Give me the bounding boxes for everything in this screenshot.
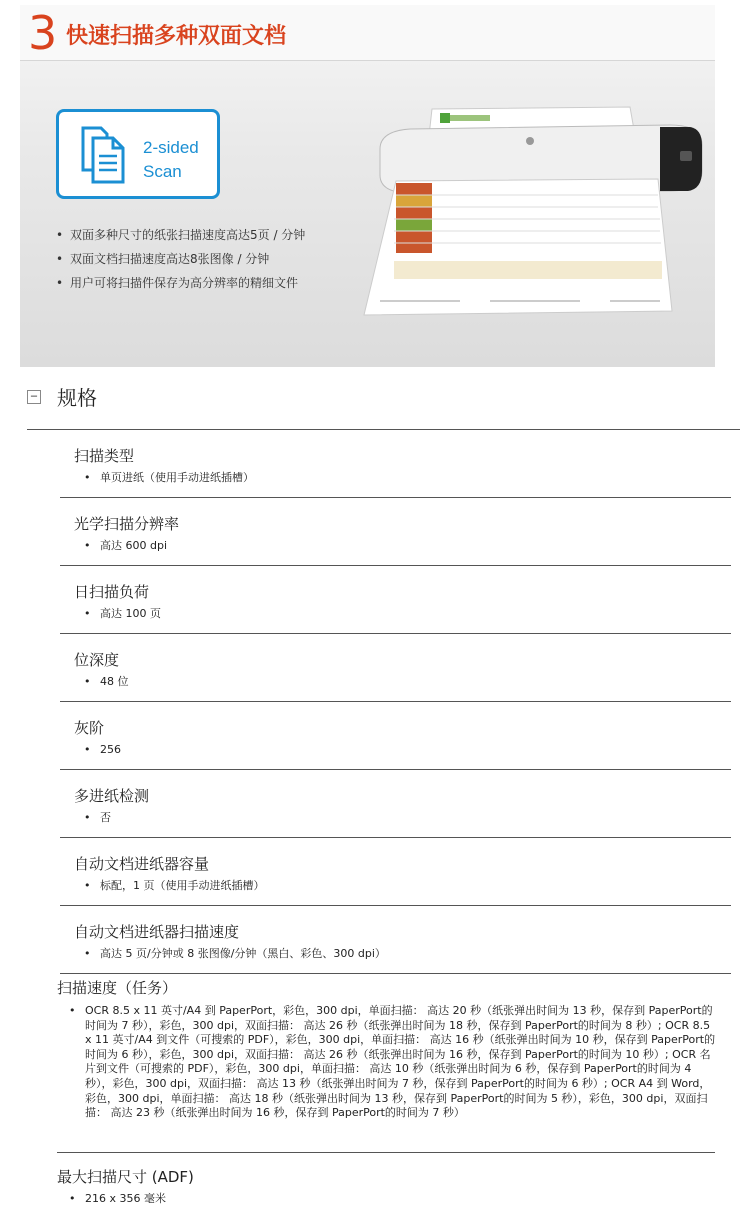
spec-row-optical-resolution bbox=[60, 498, 731, 566]
feature-banner bbox=[20, 5, 715, 367]
step-number: 3 bbox=[28, 6, 58, 60]
spec-label: 光学扫描分辨率 bbox=[74, 515, 180, 533]
spec-value: • 高达 600 dpi bbox=[84, 538, 167, 554]
spec-label: 自动文档进纸器扫描速度 bbox=[74, 923, 240, 941]
two-sided-scan-badge bbox=[56, 109, 220, 199]
document-icon bbox=[77, 124, 133, 186]
banner-title: 快速扫描多种双面文档 bbox=[66, 24, 287, 49]
spec-value: • 否 bbox=[84, 810, 111, 826]
feature-item: • 用户可将扫描件保存为高分辨率的精细文件 bbox=[56, 271, 305, 295]
spec-value: • 标配，1 页（使用手动进纸插槽） bbox=[84, 878, 265, 894]
specs-title: 规格 bbox=[57, 386, 97, 410]
spec-row-adf-speed bbox=[60, 906, 731, 974]
scanner-image bbox=[340, 101, 710, 321]
spec-value: • 216 x 356 毫米 bbox=[57, 1192, 717, 1206]
spec-row-bit-depth bbox=[60, 634, 731, 702]
spec-value: • 高达 100 页 bbox=[84, 606, 161, 622]
feature-list bbox=[56, 223, 305, 295]
spec-row-multifeed-detection bbox=[60, 770, 731, 838]
spec-value: • OCR 8.5 x 11 英寸/A4 到 PaperPort，彩色，300 dpi，单面扫描： 高达 20 秒（纸张弹出时间为 13 秒，保存到 PaperPort的时间为 7 秒），彩色，300 dpi，双面扫描： 高达 26 秒（纸张弹出时间为 18 秒，保存到 PaperPort的时间为 8 秒）; OCR 8.5 x 11 英寸/A4 到文件（可搜索的 PDF），彩色，300 dpi，单面扫描： 高达 16 秒（纸张弹出时间为 10 秒，保存到 PaperPort的时间为 6 秒），彩色，300 dpi，双面扫描： 高达 26 秒（纸张弹出时间为 16 秒，保存到 PaperPort的时间为 10 秒）; OCR 名片到文件（可搜索的 PDF），彩色，300 dpi，单面扫描： 高达 10 秒（纸张弹出时间为 6 秒，保存到 PaperPort的时间为 4 秒），彩色，300 dpi，双面扫描： 高达 13 秒（纸张弹出时间为 7 秒，保存到 PaperPort的时间为 6 秒）; OCR A4 到 Word，彩色，300 dpi，单面扫描： 高达 18 秒（纸张弹出时间为 13 秒，保存到 PaperPort的时间为 5 秒），彩色，300 dpi，双面扫描： 高达 23 秒（纸张弹出时间为 16 秒，保存到 PaperPort的时间为 7 秒） bbox=[57, 1004, 717, 1121]
badge-label bbox=[143, 136, 199, 184]
banner-header bbox=[20, 5, 715, 61]
spec-row-grayscale bbox=[60, 702, 731, 770]
badge-line-1: 2-sided bbox=[143, 138, 199, 157]
collapse-icon[interactable]: − bbox=[27, 390, 41, 404]
feature-item: • 双面多种尺寸的纸张扫描速度高达5页 / 分钟 bbox=[56, 223, 305, 247]
spec-row-scan-type bbox=[60, 430, 731, 498]
spec-value: • 256 bbox=[84, 742, 121, 758]
spec-label: 最大扫描尺寸 (ADF) bbox=[57, 1168, 194, 1186]
spec-label: 日扫描负荷 bbox=[74, 583, 150, 601]
badge-line-2: Scan bbox=[143, 162, 182, 181]
spec-row-scan-speed bbox=[57, 977, 717, 1121]
specs-table bbox=[60, 430, 731, 974]
spec-label: 灰阶 bbox=[74, 719, 105, 737]
divider bbox=[57, 1152, 715, 1153]
spec-label: 自动文档进纸器容量 bbox=[74, 855, 210, 873]
spec-value: • 单页进纸（使用手动进纸插槽） bbox=[84, 470, 254, 486]
feature-item: • 双面文档扫描速度高达8张图像 / 分钟 bbox=[56, 247, 305, 271]
spec-value: • 高达 5 页/分钟或 8 张图像/分钟（黑白、彩色、300 dpi） bbox=[84, 946, 386, 962]
spec-label: 多进纸检测 bbox=[74, 787, 150, 805]
spec-label: 扫描类型 bbox=[74, 447, 135, 465]
spec-row-max-scan-size bbox=[57, 1166, 717, 1206]
spec-value: • 48 位 bbox=[84, 674, 129, 690]
spec-row-adf-capacity bbox=[60, 838, 731, 906]
spec-label: 位深度 bbox=[74, 651, 120, 669]
spec-label: 扫描速度（任务） bbox=[57, 979, 178, 997]
spec-row-daily-duty-cycle bbox=[60, 566, 731, 634]
